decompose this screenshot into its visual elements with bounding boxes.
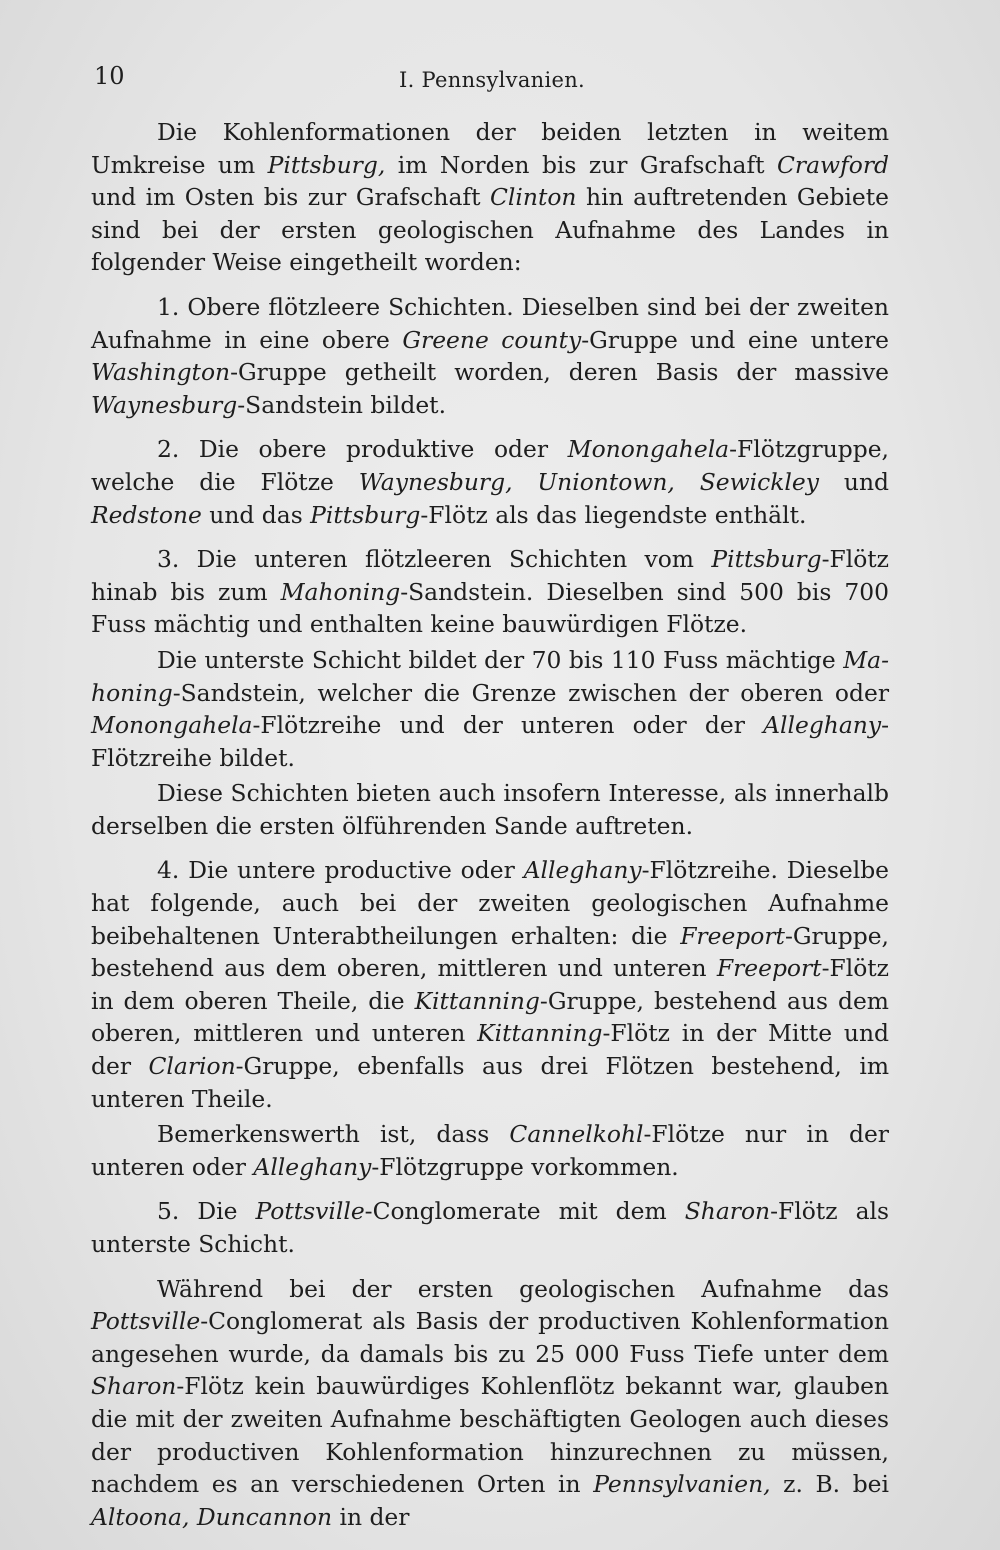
text-run: -Gruppe getheilt worden, deren Basis der massive	[230, 358, 889, 387]
italic-term: Sharon	[91, 1372, 177, 1401]
text-run: 4. Die untere productive oder	[157, 856, 524, 885]
text-run: -Flötz hinab bis zum	[91, 545, 889, 606]
page-number: 10	[94, 62, 125, 90]
italic-term: Freeport	[716, 954, 822, 983]
italic-term: Pennsylvanien,	[593, 1470, 771, 1499]
text-run: -Flötz als unterste Schicht.	[91, 1197, 889, 1258]
italic-term: Pittsburg	[711, 545, 822, 574]
text-run: und	[818, 467, 889, 496]
italic-term: Altoona, Duncannon	[91, 1502, 333, 1531]
text-run: hin auftretenden Gebiete sind bei der ersten geologischen Aufnahme des Landes in folgender Weise eingetheilt worden:	[91, 183, 889, 277]
text-run: Die Kohlenformationen der beiden letzten in weitem Umkreise um	[91, 118, 889, 179]
text-run: 2. Die obere produktive oder	[157, 435, 568, 464]
italic-term: Waynesburg	[91, 390, 238, 419]
text-run: -Gruppe, bestehend aus dem oberen, mittleren und unteren	[91, 921, 889, 983]
text-run: 5. Die	[157, 1197, 256, 1226]
italic-term: Alleghany	[763, 711, 882, 740]
italic-term: Sharon	[684, 1197, 771, 1226]
italic-term: Kittanning	[477, 1019, 603, 1048]
italic-term: Crawford	[777, 150, 889, 179]
italic-term: Monongahela	[91, 711, 253, 740]
italic-term: Alleghany	[253, 1152, 372, 1181]
text-run: Die unterste Schicht bildet der 70 bis 110 Fuss mächtige	[157, 645, 844, 674]
text-run: Während bei der ersten geologischen Aufnahme das	[157, 1274, 889, 1303]
text-run: -Sandstein bildet.	[237, 390, 447, 419]
text-run: -Flötz in der Mitte und der	[91, 1019, 889, 1081]
italic-term: Greene county	[402, 325, 582, 354]
running-head: I. Pennsylvanien.	[398, 68, 586, 92]
italic-term: Clinton	[490, 183, 577, 212]
text-run: im Norden bis zur Grafschaft	[385, 150, 778, 179]
paragraph-item-5	[91, 1195, 889, 1260]
page-header	[94, 62, 890, 98]
text-run: -Gruppe, ebenfalls aus drei Flötzen bestehend, im unteren Theile.	[91, 1052, 889, 1113]
text-run: -Flötzreihe bildet.	[91, 711, 889, 772]
text-run: -Flötz als das liegendste enthält.	[420, 500, 807, 529]
italic-term: Kittanning	[414, 986, 540, 1015]
text-run: 3. Die unteren flötzleeren Schichten vom	[157, 545, 712, 574]
italic-term: Pittsburg,	[267, 150, 386, 179]
italic-term: Pottsville	[91, 1307, 201, 1336]
paragraph-item-3	[91, 543, 889, 641]
italic-term: Freeport	[680, 921, 785, 950]
italic-term: Washington	[91, 358, 231, 387]
text-run: -Conglomerate mit dem	[364, 1197, 685, 1226]
italic-term: Monongahela	[567, 435, 730, 464]
text-run: -Sandstein. Dieselben sind 500 bis 700 Fuss mächtig und enthalten keine bauwürdigen Flötze.	[91, 577, 889, 639]
paragraph-item-3-sub-1	[91, 644, 889, 774]
paragraph-item-1	[91, 291, 889, 421]
text-run: und das	[201, 500, 311, 529]
text-run: 1. Obere flötzleere Schichten. Dieselben sind bei der zweiten Aufnahme in eine obere	[91, 292, 889, 354]
paragraph-item-4-sub-1	[91, 1118, 889, 1183]
text-run: und im Osten bis zur Grafschaft	[91, 183, 491, 212]
page-body	[91, 116, 889, 1533]
text-run: -Flötzreihe. Dieselbe hat folgende, auch bei der zweiten geologischen Aufnahme beibehaltenen Unterabtheilungen erhalten: die	[91, 856, 890, 950]
italic-term: Clarion	[148, 1052, 236, 1081]
italic-term: Mahoning	[91, 645, 889, 707]
text-run: -Conglomerat als Basis der productiven Kohlenformation angesehen wurde, da damals bis zu 25 000 Fuss Tiefe unter dem	[91, 1307, 889, 1368]
text-run: -Flötz in dem oberen Theile, die	[91, 954, 889, 1015]
italic-term: Pittsburg	[310, 500, 421, 529]
text-run: -Flötzgruppe, welche die Flötze	[91, 435, 889, 496]
paragraph-closing	[91, 1273, 889, 1534]
italic-term: Mahoning	[280, 577, 401, 606]
text-run: -Sandstein, welcher die Grenze zwischen der oberen oder	[172, 678, 889, 707]
text-run: -Flötze nur in der unteren oder	[91, 1120, 889, 1181]
paragraph-item-2	[91, 433, 889, 531]
italic-term: Waynesburg, Uniontown, Sewickley	[358, 467, 819, 496]
text-run: -Gruppe und eine untere	[581, 325, 889, 354]
text-run: Bemerkenswerth ist, dass	[157, 1120, 510, 1149]
italic-term: Cannelkohl	[509, 1120, 644, 1149]
paragraph-intro	[91, 116, 889, 279]
text-run: -Flötzreihe und der unteren oder der	[252, 711, 764, 740]
text-run: Diese Schichten bieten auch insofern Interesse, als innerhalb derselben die ersten ölführenden Sande auftreten.	[91, 779, 889, 840]
text-run: z. B. bei	[770, 1470, 889, 1499]
text-run: -Flötz kein bauwürdiges Kohlenflötz bekannt war, glauben die mit der zweiten Aufnahme beschäftigten Geologen auch dieses der productiven Kohlenformation hinzurechnen zu müssen, nachdem es an verschiedenen Orten in	[91, 1372, 889, 1499]
text-run: -Flötzgruppe vorkommen.	[371, 1152, 679, 1181]
italic-term: Pottsville	[255, 1197, 365, 1226]
italic-term: Alleghany	[523, 856, 642, 885]
italic-term: Redstone	[91, 500, 202, 529]
text-run: in der	[332, 1502, 410, 1531]
paragraph-item-4	[91, 854, 889, 1115]
paragraph-item-3-sub-2	[91, 777, 889, 842]
text-run: -Gruppe, bestehend aus dem oberen, mittleren und unteren	[91, 986, 889, 1048]
